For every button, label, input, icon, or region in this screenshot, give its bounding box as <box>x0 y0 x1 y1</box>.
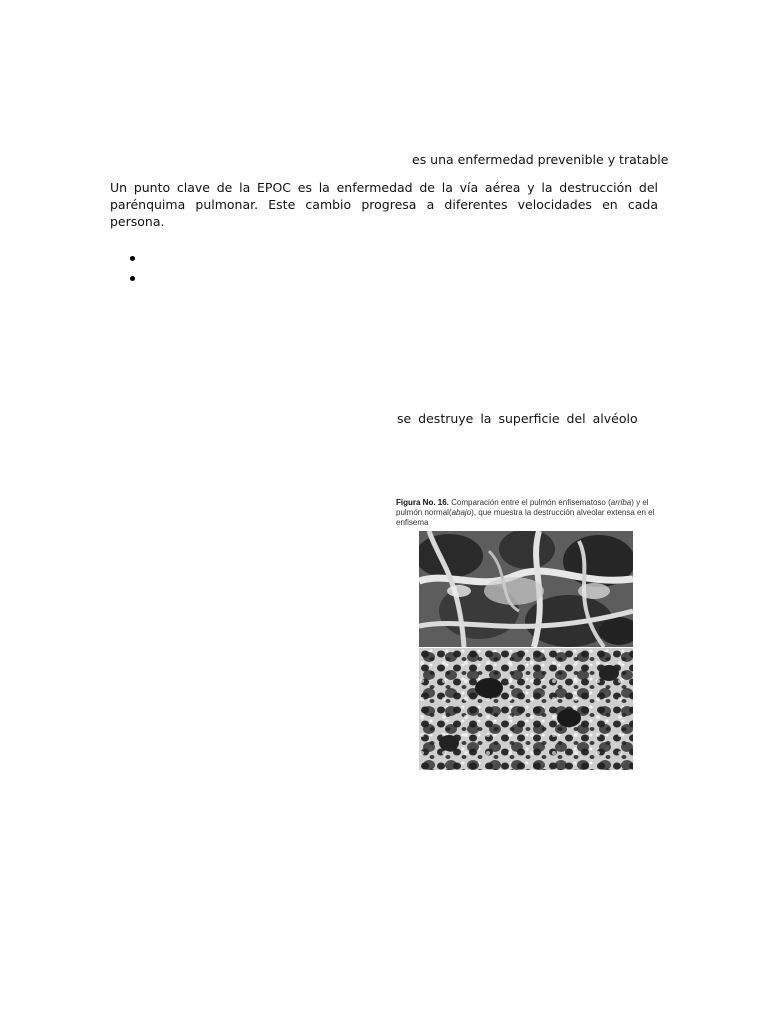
text-fragment-prevenible: es una enfermedad prevenible y tratable <box>412 152 669 167</box>
bullet-icon <box>130 256 135 261</box>
emphysema-lung-image <box>419 531 633 647</box>
figure-caption: Figura No. 16. Comparación entre el pulmón enfisematoso (arriba) y el pulmón normal(abajo), que muestra la destrucción alveolar extensa en el enfisema <box>396 498 655 527</box>
normal-lung-photo <box>419 648 633 770</box>
figure <box>396 498 666 773</box>
figure-label: Figura No. 16. <box>396 498 449 507</box>
bullet-icon <box>130 276 135 281</box>
text-fragment-alveolo: se destruye la superficie del alvéolo <box>397 411 638 426</box>
normal-lung-image <box>419 648 633 770</box>
emphysema-lung-photo <box>419 531 633 647</box>
paragraph-epoc: Un punto clave de la EPOC es la enfermedad de la vía aérea y la destrucción del parénquima pulmonar. Este cambio progresa a diferentes velocidades en cada persona. <box>110 180 658 229</box>
